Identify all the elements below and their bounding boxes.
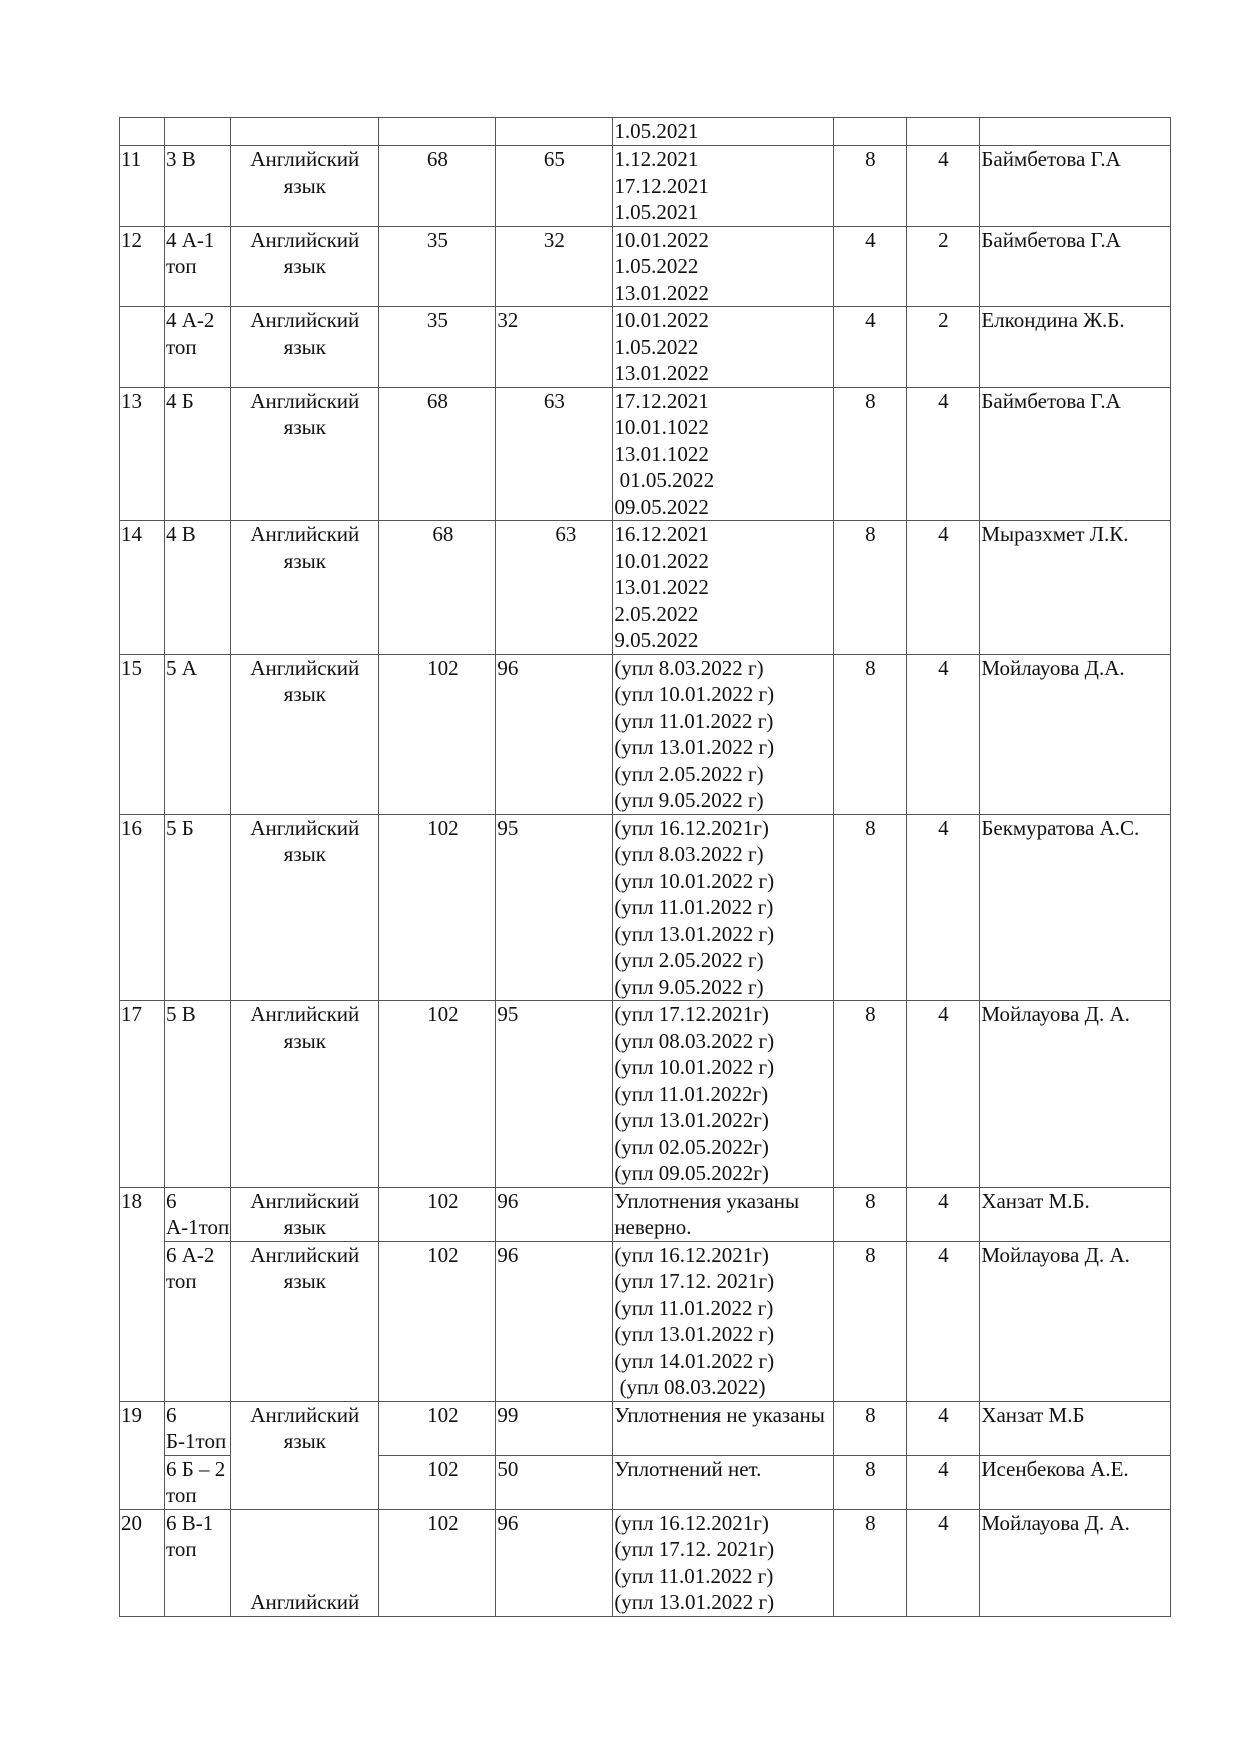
- date-line: (упл 11.01.2022 г): [614, 708, 774, 733]
- subject-cell: Английский язык: [231, 226, 379, 307]
- date-line: 13.01.2022: [614, 575, 709, 599]
- date-line: (упл 16.12.2021г): [614, 1510, 769, 1535]
- dates-cell: [613, 814, 834, 1001]
- date-line: (упл 17.12. 2021г): [614, 1537, 775, 1561]
- plan-hours-cell: 68: [379, 387, 496, 521]
- date-line: (упл 8.03.2022 г): [614, 842, 764, 866]
- dates-cell: [613, 387, 834, 521]
- date-line: 10.01.2022: [614, 308, 709, 332]
- class-cell: 6 А-1топ: [166, 1188, 230, 1239]
- plan-hours-cell: 102: [379, 1509, 496, 1616]
- row-number: [120, 307, 165, 388]
- table-row: [120, 521, 1171, 655]
- date-line: 13.01.1022: [614, 441, 709, 466]
- count-b-cell: 4: [907, 521, 980, 655]
- count-a-cell: 8: [834, 814, 907, 1001]
- date-line: (упл 13.01.2022 г): [614, 1590, 775, 1614]
- teacher-cell: Мойлауова Д. А.: [980, 1001, 1171, 1188]
- class-cell: 6 Б – 2 топ: [165, 1455, 231, 1509]
- class-cell: 6 Б-1топ: [165, 1401, 231, 1455]
- class-cell: 4 А-1 топ: [165, 226, 231, 307]
- class-cell: [165, 118, 231, 146]
- count-b-cell: 4: [907, 387, 980, 521]
- count-b-cell: 4: [907, 1509, 980, 1616]
- date-line: (упл 10.01.2022 г): [614, 682, 775, 706]
- plan-hours-cell: 68: [379, 146, 496, 227]
- date-line: (упл 13.01.2022 г): [614, 921, 775, 946]
- date-line: 17.12.2021: [614, 173, 709, 198]
- count-b-cell: 4: [907, 146, 980, 227]
- count-b-cell: 4: [907, 1187, 980, 1241]
- date-line: 1.05.2022: [614, 334, 699, 359]
- date-line: 17.12.2021: [614, 388, 709, 413]
- date-line: 1.05.2021: [614, 119, 699, 143]
- table-row: [120, 146, 1171, 227]
- date-line: 10.01.2022: [614, 227, 709, 252]
- date-line: 1.12.2021: [614, 147, 699, 171]
- fact-hours-cell: 96: [496, 654, 613, 814]
- row-number: 19: [120, 1401, 165, 1509]
- dates-cell: [613, 146, 834, 227]
- date-line: (упл 08.03.2022): [614, 1375, 766, 1399]
- dates-cell: [613, 521, 834, 655]
- fact-hours-cell: [496, 118, 613, 146]
- date-line: 2.05.2022: [614, 601, 699, 626]
- subject-cell: Английский язык: [231, 1187, 379, 1241]
- date-line: 1.05.2021: [614, 200, 699, 224]
- subject-text: Английский: [250, 1590, 360, 1614]
- dates-cell: [613, 1001, 834, 1188]
- subject-cell: Английский язык: [231, 387, 379, 521]
- fact-hours-cell: 63: [496, 521, 613, 655]
- teacher-cell: Мойлауова Д. А.: [980, 1509, 1171, 1616]
- row-number: 14: [120, 521, 165, 655]
- teacher-cell: Ханзат М.Б: [980, 1401, 1171, 1455]
- date-line: 10.01.2022: [614, 548, 709, 573]
- row-number: 16: [120, 814, 165, 1001]
- count-b-cell: 4: [907, 654, 980, 814]
- count-a-cell: 8: [834, 146, 907, 227]
- date-line: (упл 10.01.2022 г): [614, 868, 775, 893]
- dates-cell: [613, 307, 834, 388]
- class-cell: 6 А-2 топ: [165, 1241, 231, 1401]
- table-row: [120, 1001, 1171, 1188]
- teacher-cell: Елкондина Ж.Б.: [980, 307, 1171, 388]
- class-cell: 4 Б: [165, 387, 231, 521]
- subject-cell: Английский язык: [231, 1001, 379, 1188]
- fact-hours-cell: 50: [496, 1455, 613, 1509]
- count-b-cell: 4: [907, 1401, 980, 1455]
- count-b-cell: 4: [907, 1241, 980, 1401]
- teacher-cell: Мойлауова Д.А.: [980, 654, 1171, 814]
- class-cell: 4 В: [165, 521, 231, 655]
- date-line: (упл 9.05.2022 г): [614, 974, 764, 999]
- plan-hours-cell: 102: [379, 1187, 496, 1241]
- date-line: (упл 2.05.2022 г): [614, 761, 764, 786]
- count-a-cell: 8: [834, 1455, 907, 1509]
- plan-hours-cell: [379, 118, 496, 146]
- date-line: (упл 13.01.2022г): [614, 1108, 769, 1132]
- fact-hours-cell: 96: [496, 1187, 613, 1241]
- row-number: 11: [120, 146, 165, 227]
- date-line: 01.05.2022: [614, 468, 715, 492]
- fact-hours-cell: 99: [496, 1401, 613, 1455]
- plan-hours-cell: 102: [379, 814, 496, 1001]
- dates-cell: [613, 118, 834, 146]
- table-row: [120, 1401, 1171, 1455]
- count-a-cell: 8: [834, 654, 907, 814]
- subject-cell: Английский язык: [231, 814, 379, 1001]
- row-number: 15: [120, 654, 165, 814]
- dates-cell: [613, 654, 834, 814]
- table-row: [120, 307, 1171, 388]
- count-a-cell: 8: [834, 1001, 907, 1188]
- teacher-cell: Мойлауова Д. А.: [980, 1241, 1171, 1401]
- date-line: (упл 02.05.2022г): [614, 1134, 769, 1159]
- date-line: (упл 16.12.2021г): [614, 1242, 769, 1267]
- class-cell: 5 Б: [165, 814, 231, 1001]
- subject-cell: [231, 1509, 379, 1616]
- count-a-cell: 8: [834, 1241, 907, 1401]
- teacher-cell: Баймбетова Г.А: [980, 226, 1171, 307]
- plan-hours-cell: 102: [379, 1401, 496, 1455]
- table-row: [120, 814, 1171, 1001]
- date-note: Уплотнений нет.: [614, 1456, 762, 1481]
- count-b-cell: 2: [907, 307, 980, 388]
- date-line: (упл 13.01.2022 г): [614, 1322, 775, 1346]
- count-a-cell: 8: [834, 1401, 907, 1455]
- count-a-cell: 8: [834, 1509, 907, 1616]
- count-b-cell: 4: [907, 1001, 980, 1188]
- plan-hours-cell: 102: [379, 1241, 496, 1401]
- date-line: (упл 10.01.2022 г): [614, 1055, 775, 1079]
- dates-cell: [613, 1455, 834, 1509]
- table-row: [120, 118, 1171, 146]
- date-line: (упл 8.03.2022 г): [614, 655, 764, 680]
- schedule-table: [119, 117, 1171, 1617]
- plan-hours-cell: 35: [379, 307, 496, 388]
- date-line: 16.12.2021: [614, 522, 709, 546]
- plan-hours-cell: 102: [379, 1001, 496, 1188]
- count-b-cell: 2: [907, 226, 980, 307]
- date-line: (упл 2.05.2022 г): [614, 948, 764, 972]
- class-cell: 3 В: [165, 146, 231, 227]
- dates-cell: [613, 226, 834, 307]
- table-row: [120, 1241, 1171, 1401]
- table-row: [120, 654, 1171, 814]
- row-number: 12: [120, 226, 165, 307]
- subject-cell: Английский язык: [231, 521, 379, 655]
- dates-cell: [613, 1401, 834, 1455]
- date-line: (упл 11.01.2022 г): [614, 895, 774, 919]
- table-row: [120, 1187, 1171, 1241]
- table-row: [120, 226, 1171, 307]
- class-cell: 4 А-2 топ: [165, 307, 231, 388]
- count-a-cell: 8: [834, 521, 907, 655]
- fact-hours-cell: 96: [496, 1241, 613, 1401]
- date-line: (упл 16.12.2021г): [614, 815, 769, 840]
- fact-hours-cell: 95: [496, 814, 613, 1001]
- teacher-cell: Ханзат М.Б.: [980, 1187, 1171, 1241]
- count-b-cell: 4: [907, 814, 980, 1001]
- class-cell: 6 В-1 топ: [165, 1509, 231, 1616]
- date-line: (упл 09.05.2022г): [614, 1161, 769, 1185]
- count-a-cell: 8: [834, 387, 907, 521]
- count-a-cell: [834, 118, 907, 146]
- subject-cell: Английский язык: [231, 654, 379, 814]
- date-line: (упл 08.03.2022 г): [614, 1028, 775, 1053]
- teacher-cell: Баймбетова Г.А: [980, 146, 1171, 227]
- teacher-cell: Баймбетова Г.А: [980, 387, 1171, 521]
- fact-hours-cell: 95: [496, 1001, 613, 1188]
- fact-hours-cell: 32: [496, 307, 613, 388]
- count-b-cell: 4: [907, 1455, 980, 1509]
- date-note: Уплотнения не указаны: [614, 1402, 825, 1427]
- date-line: 09.05.2022: [614, 494, 709, 519]
- fact-hours-cell: 65: [496, 146, 613, 227]
- row-number: 17: [120, 1001, 165, 1188]
- date-line: (упл 11.01.2022г): [614, 1081, 769, 1106]
- date-line: (упл 14.01.2022 г): [614, 1348, 775, 1373]
- fact-hours-cell: 63: [496, 387, 613, 521]
- plan-hours-cell: 35: [379, 226, 496, 307]
- plan-hours-cell: 102: [379, 1455, 496, 1509]
- date-line: 9.05.2022: [614, 628, 699, 652]
- date-line: 13.01.2022: [614, 361, 709, 385]
- document-page: [119, 117, 1171, 1617]
- fact-hours-cell: 32: [496, 226, 613, 307]
- row-number: [120, 118, 165, 146]
- date-note: Уплотнения указаны неверно.: [614, 1188, 800, 1239]
- date-line: (упл 9.05.2022 г): [614, 788, 764, 812]
- class-cell: 5 А: [165, 654, 231, 814]
- dates-cell: [613, 1509, 834, 1616]
- subject-cell: Английский язык: [231, 1401, 379, 1509]
- date-line: 1.05.2022: [614, 254, 699, 278]
- subject-cell: Английский язык: [231, 146, 379, 227]
- teacher-cell: Бекмуратова А.С.: [980, 814, 1171, 1001]
- row-number: 13: [120, 387, 165, 521]
- count-a-cell: 8: [834, 1187, 907, 1241]
- dates-cell: [613, 1241, 834, 1401]
- teacher-cell: [980, 118, 1171, 146]
- date-line: (упл 13.01.2022 г): [614, 735, 775, 759]
- count-a-cell: 4: [834, 226, 907, 307]
- subject-cell: Английский язык: [231, 307, 379, 388]
- teacher-cell: Исенбекова А.Е.: [980, 1455, 1171, 1509]
- table-row: [120, 387, 1171, 521]
- date-line: (упл 11.01.2022 г): [614, 1295, 774, 1320]
- date-line: (упл 11.01.2022 г): [614, 1563, 774, 1588]
- date-line: 13.01.2022: [614, 280, 709, 305]
- subject-cell: Английский язык: [231, 1241, 379, 1401]
- count-b-cell: [907, 118, 980, 146]
- teacher-cell: Мыразхмет Л.К.: [980, 521, 1171, 655]
- row-number: 20: [120, 1509, 165, 1616]
- count-a-cell: 4: [834, 307, 907, 388]
- row-number: 18: [120, 1187, 165, 1401]
- date-line: (упл 17.12.2021г): [614, 1002, 769, 1026]
- subject-cell: [231, 118, 379, 146]
- date-line: 10.01.1022: [614, 415, 709, 439]
- date-line: (упл 17.12. 2021г): [614, 1269, 775, 1293]
- table-row: [120, 1509, 1171, 1616]
- plan-hours-cell: 102: [379, 654, 496, 814]
- class-cell: 5 В: [165, 1001, 231, 1188]
- plan-hours-cell: 68: [379, 521, 496, 655]
- dates-cell: [613, 1187, 834, 1241]
- fact-hours-cell: 96: [496, 1509, 613, 1616]
